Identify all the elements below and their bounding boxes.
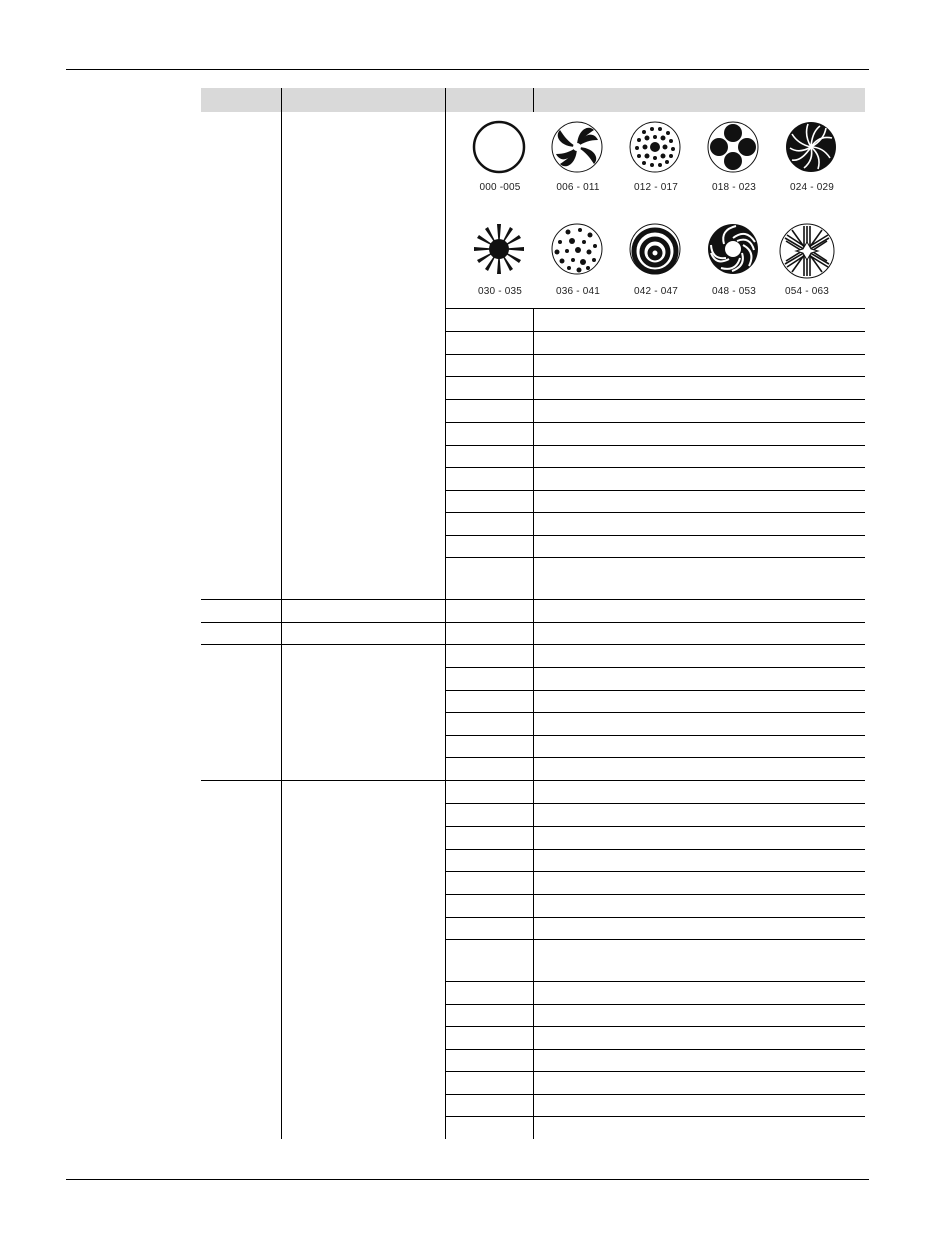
table-row-divider (445, 803, 865, 804)
table-row-divider (445, 1094, 865, 1095)
gobo-label: 054 - 063 (784, 286, 830, 297)
table-row-divider (445, 735, 865, 736)
table-row-divider (445, 354, 865, 355)
header-divider (445, 88, 446, 112)
gobo-label: 000 -005 (479, 182, 521, 193)
table-row-divider (445, 1026, 865, 1027)
open-circle-icon (472, 120, 526, 174)
gobo-label: 042 - 047 (633, 286, 679, 297)
header-channel (201, 88, 281, 112)
scattered-dots-icon (550, 222, 604, 276)
table-row-divider (445, 757, 865, 758)
table-row-divider (445, 490, 865, 491)
table-column-divider (533, 308, 534, 1139)
table-row-divider (445, 331, 865, 332)
header-percent-setting (533, 88, 865, 112)
table-row-divider (445, 917, 865, 918)
table-row-divider (445, 1071, 865, 1072)
table-row-divider (445, 667, 865, 668)
table-row-divider (445, 535, 865, 536)
table-row-divider (445, 308, 865, 309)
spiral-blades-icon (706, 222, 760, 276)
table-row-divider (445, 690, 865, 691)
table-section-divider (201, 599, 865, 600)
table-row-divider (445, 849, 865, 850)
four-dots-icon (706, 120, 760, 174)
table-row-divider (445, 826, 865, 827)
table-row-divider (445, 512, 865, 513)
table-column-divider (445, 112, 446, 1139)
gobo-label: 012 - 017 (633, 182, 679, 193)
table-column-divider (281, 112, 282, 1139)
table-row-divider (445, 1116, 865, 1117)
table-row-divider (445, 557, 865, 558)
gobo-label: 024 - 029 (789, 182, 835, 193)
starburst-icon (472, 222, 526, 276)
table-row-divider (445, 981, 865, 982)
gobo-label: 030 - 035 (477, 286, 523, 297)
table-row-divider (445, 894, 865, 895)
gobo-label: 018 - 023 (711, 182, 757, 193)
table-row-divider (445, 712, 865, 713)
gobo-label: 006 - 011 (556, 182, 600, 193)
table-section-divider (201, 644, 865, 645)
table-row-divider (445, 1004, 865, 1005)
swirl-blades-icon (550, 120, 604, 174)
radial-lines-swirl-icon (784, 120, 838, 174)
table-row-divider (445, 376, 865, 377)
table-row-divider (445, 871, 865, 872)
table-row-divider (445, 467, 865, 468)
header-divider (533, 88, 534, 112)
table-row-divider (445, 399, 865, 400)
concentric-rings-icon (628, 222, 682, 276)
star-lines-icon (778, 222, 836, 280)
table-row-divider (445, 1049, 865, 1050)
table-section-divider (201, 780, 865, 781)
table-row-divider (445, 422, 865, 423)
table-row-divider (445, 939, 865, 940)
table-section-divider (201, 622, 865, 623)
header-value (445, 88, 533, 112)
header-function (281, 88, 445, 112)
header-divider (281, 88, 282, 112)
gobo-label: 036 - 041 (555, 286, 601, 297)
table-row-divider (445, 445, 865, 446)
dot-pattern-icon (628, 120, 682, 174)
gobo-label: 048 - 053 (711, 286, 757, 297)
